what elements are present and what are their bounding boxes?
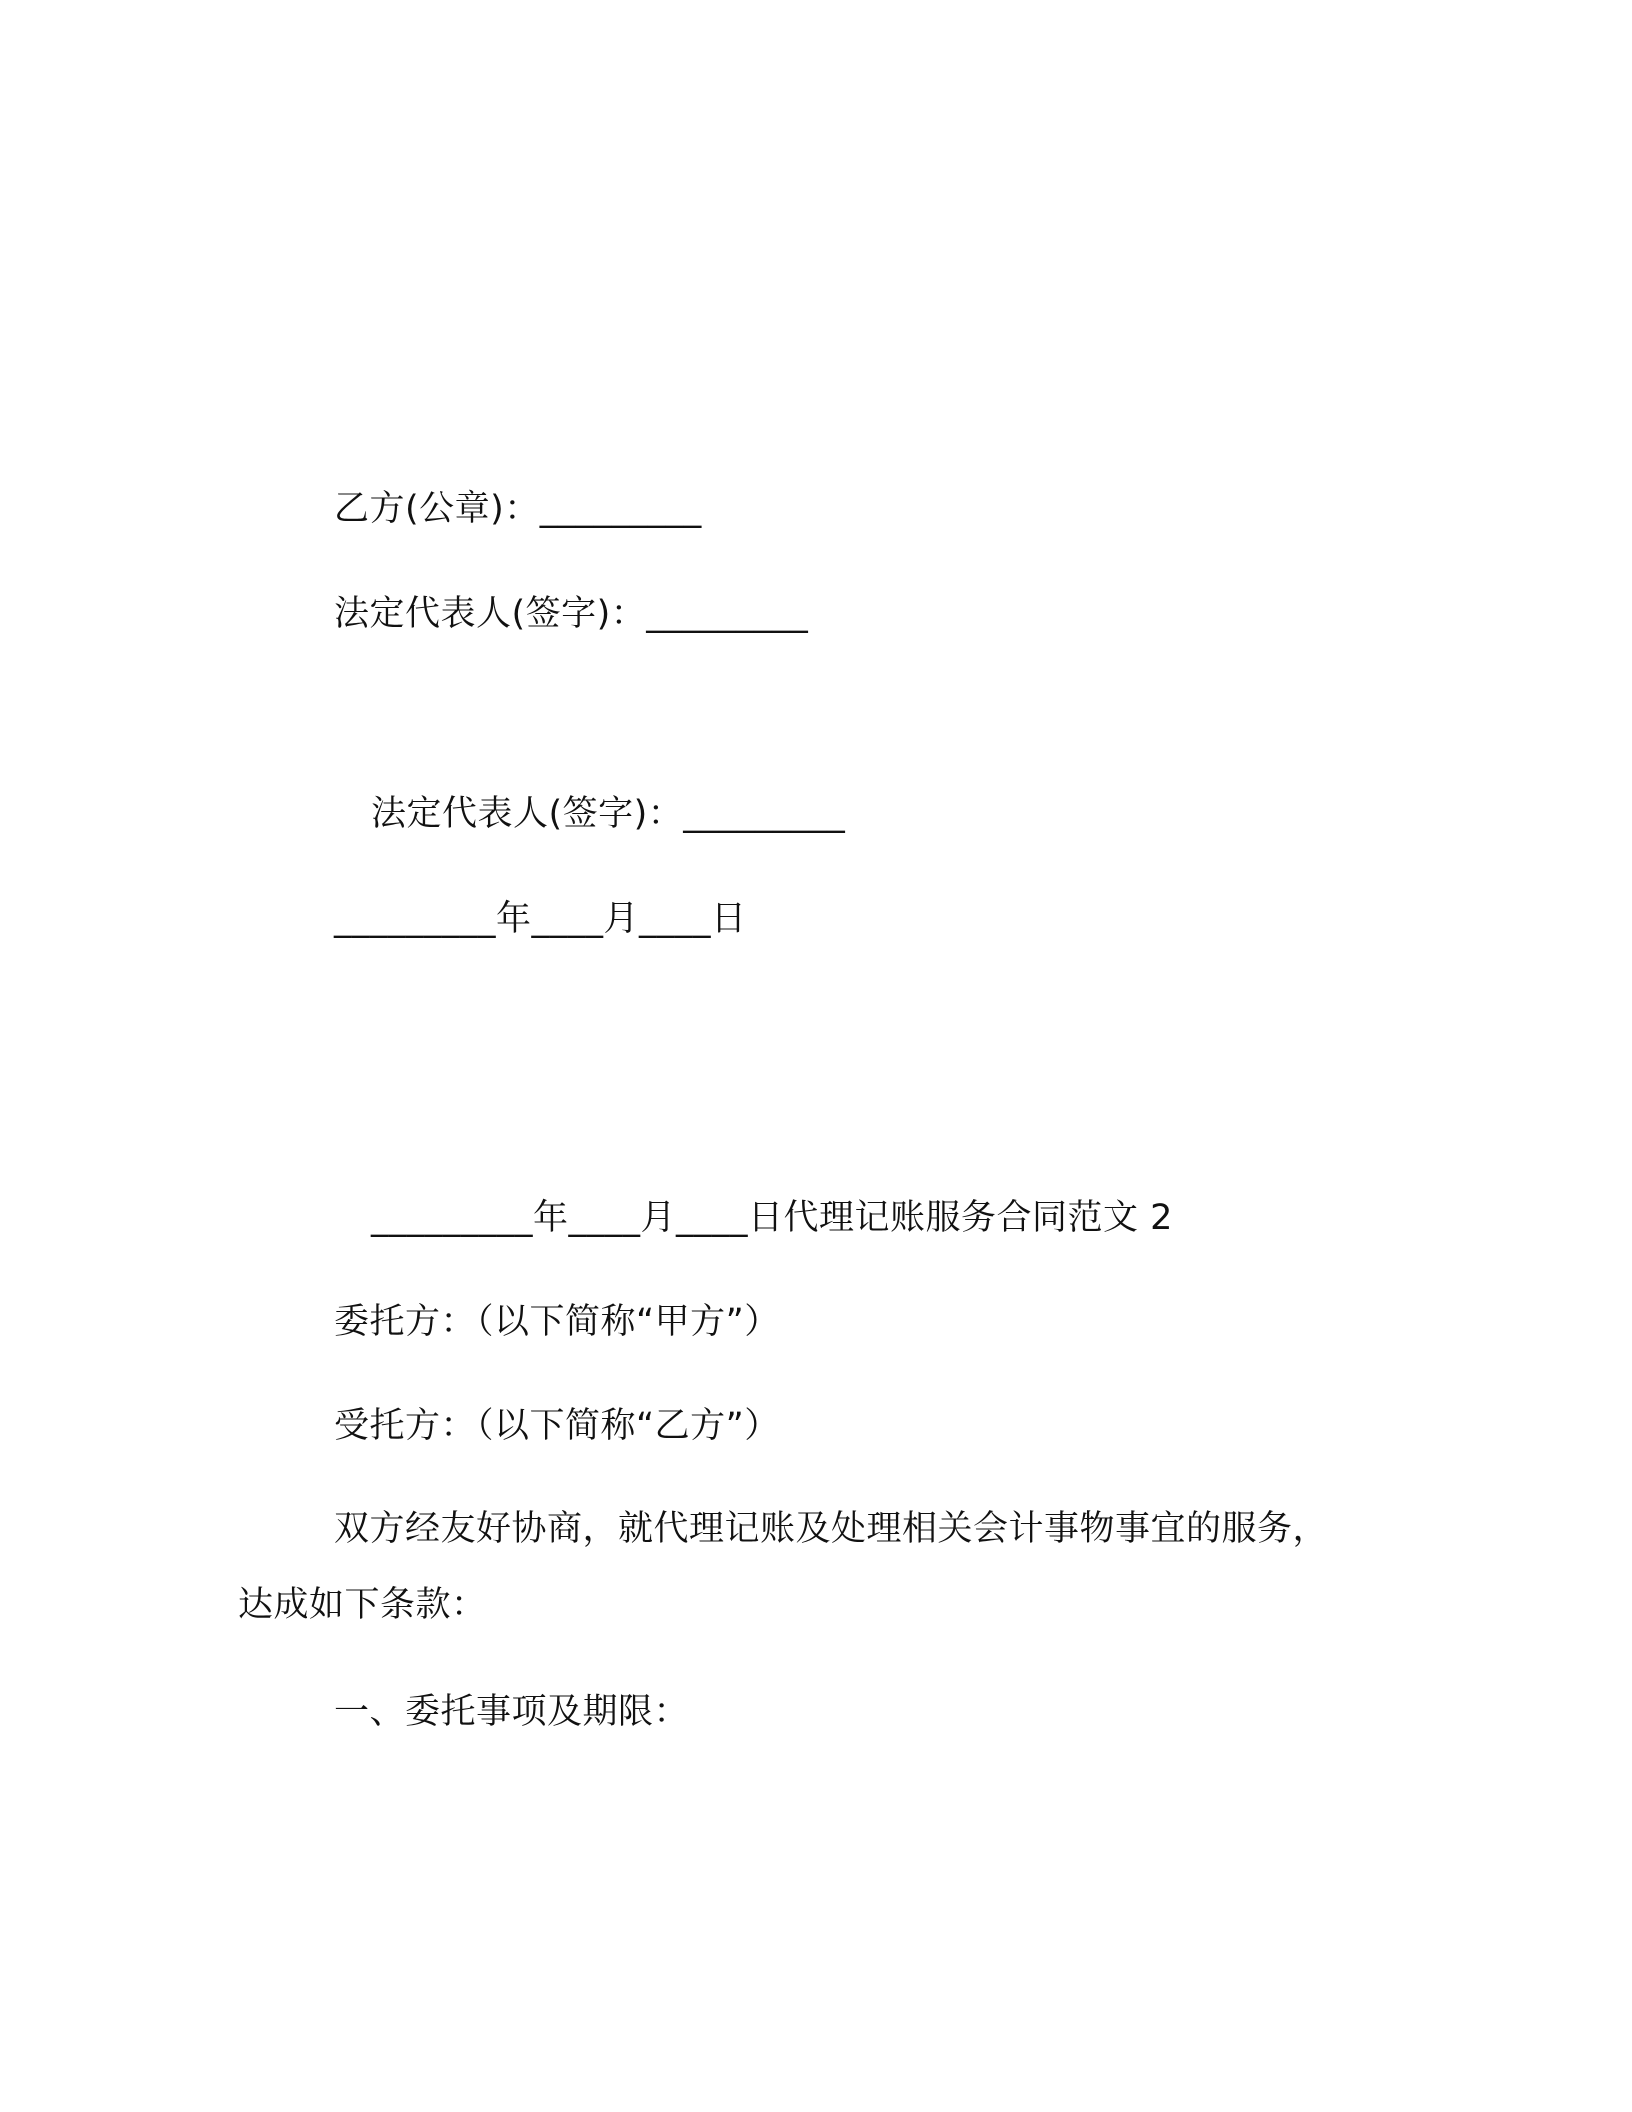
trustee-party-line: 受托方：（以下简称“乙方”） [334,1406,780,1446]
intro-paragraph-line-1: 双方经友好协商，就代理记账及处理相关会计事物事宜的服务， [334,1509,1329,1549]
legal-representative-signature-line-2: 法定代表人(签字)：_________ [371,794,846,834]
party-b-seal-line: 乙方(公章)：_________ [334,489,702,529]
client-party-line: 委托方：（以下简称“甲方”） [334,1302,780,1342]
section-heading-1: 一、委托事项及期限： [334,1692,690,1732]
legal-representative-signature-line: 法定代表人(签字)：_________ [334,594,809,634]
contract-title-line: _________年____月____日代理记账服务合同范文 2 [371,1198,1173,1238]
intro-paragraph-line-2: 达成如下条款： [238,1585,487,1625]
date-line: _________年____月____日 [334,899,747,939]
